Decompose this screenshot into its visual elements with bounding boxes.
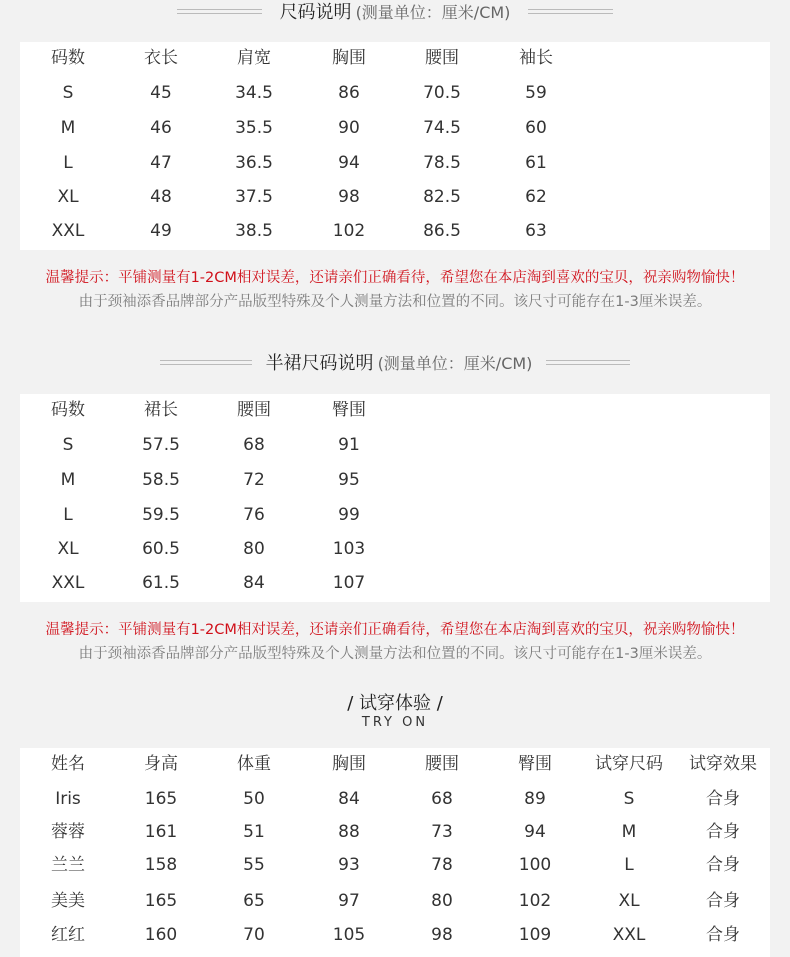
table-cell: 47 — [150, 153, 172, 173]
table-cell: 99 — [338, 505, 360, 525]
table-cell: 60 — [525, 118, 547, 138]
table-row — [20, 568, 770, 598]
table-cell: L — [624, 855, 634, 875]
table-cell: 80 — [431, 891, 453, 911]
table-cell: 合身 — [706, 891, 740, 911]
table-cell: 86.5 — [423, 221, 461, 241]
table-cell: 59 — [525, 83, 547, 103]
table-cell: 100 — [518, 855, 552, 875]
table-cell: 89 — [524, 789, 546, 809]
table-cell: 97 — [338, 891, 360, 911]
table-cell: XXL — [612, 925, 646, 945]
column-header: 裙长 — [144, 400, 178, 420]
table-cell: 61.5 — [142, 573, 180, 593]
skirt-chart-title: 半裙尺码说明 — [265, 353, 374, 374]
table-cell: 86 — [338, 83, 360, 103]
table-row — [20, 500, 770, 530]
table-cell: 68 — [243, 435, 265, 455]
table-cell: XL — [57, 539, 79, 559]
table-row — [20, 534, 770, 564]
table-cell: 103 — [332, 539, 366, 559]
title-divider-left — [160, 360, 252, 365]
column-header: 臀围 — [518, 754, 552, 774]
size-chart-unit: (测量单位：厘米/CM) — [355, 2, 511, 22]
table-cell: 45 — [150, 83, 172, 103]
skirt-chart-heading — [0, 350, 790, 374]
table-cell: 62 — [525, 187, 547, 207]
title-divider-left — [177, 9, 262, 14]
table-cell: 80 — [243, 539, 265, 559]
table-cell: 49 — [150, 221, 172, 241]
size-chart-notice-red: 温馨提示：平铺测量有1-2CM相对误差，还请亲们正确看待，希望您在本店淘到喜欢的宝贝，祝亲购物愉快！ — [45, 270, 745, 286]
table-cell: 161 — [144, 822, 178, 842]
try-on-subtitle: TRY ON — [361, 715, 429, 730]
column-header: 码数 — [51, 400, 85, 420]
table-cell: 61 — [525, 153, 547, 173]
size-chart-heading — [0, 0, 790, 22]
size-chart-table — [20, 42, 770, 250]
title-divider-right — [528, 9, 613, 14]
column-header: 袖长 — [519, 48, 553, 68]
table-row — [20, 182, 770, 212]
column-header: 腰围 — [425, 48, 459, 68]
column-header: 试穿尺码 — [595, 754, 663, 774]
table-cell: 蓉蓉 — [51, 822, 85, 842]
table-cell: 合身 — [706, 789, 740, 809]
table-cell: 37.5 — [235, 187, 273, 207]
table-cell: 70.5 — [423, 83, 461, 103]
table-cell: Iris — [55, 789, 81, 809]
table-cell: 94 — [524, 822, 546, 842]
table-cell: 102 — [518, 891, 552, 911]
skirt-chart-notice-gray: 由于颈袖添香品牌部分产品版型特殊及个人测量方法和位置的不同。该尺寸可能存在1-3厘米误差。 — [78, 646, 712, 662]
size-chart-title: 尺码说明 — [279, 2, 352, 23]
table-cell: 51 — [243, 822, 265, 842]
table-cell: 165 — [144, 789, 178, 809]
table-row — [20, 78, 770, 108]
column-header: 胸围 — [332, 754, 366, 774]
size-chart-notice-gray: 由于颈袖添香品牌部分产品版型特殊及个人测量方法和位置的不同。该尺寸可能存在1-3厘米误差。 — [78, 294, 712, 310]
table-cell: 72 — [243, 470, 265, 490]
table-row — [20, 850, 770, 880]
table-cell: L — [63, 505, 73, 525]
table-cell: S — [623, 789, 635, 809]
table-cell: 55 — [243, 855, 265, 875]
table-cell: 50 — [243, 789, 265, 809]
table-row — [20, 148, 770, 178]
table-cell: 84 — [243, 573, 265, 593]
table-row — [20, 430, 770, 460]
table-row — [20, 113, 770, 143]
table-row — [20, 886, 770, 916]
table-cell: 合身 — [706, 855, 740, 875]
column-header: 臀围 — [332, 400, 366, 420]
table-cell: 34.5 — [235, 83, 273, 103]
column-header: 体重 — [237, 754, 271, 774]
table-cell: 95 — [338, 470, 360, 490]
table-cell: M — [60, 470, 76, 490]
column-header: 腰围 — [237, 400, 271, 420]
table-cell: 红红 — [51, 925, 85, 945]
table-cell: 兰兰 — [51, 855, 85, 875]
table-cell: M — [621, 822, 637, 842]
table-row — [20, 817, 770, 847]
table-cell: 107 — [332, 573, 366, 593]
table-cell: 158 — [144, 855, 178, 875]
skirt-chart-notice-red: 温馨提示：平铺测量有1-2CM相对误差，还请亲们正确看待，希望您在本店淘到喜欢的宝贝，祝亲购物愉快！ — [45, 622, 745, 638]
column-header: 衣长 — [144, 48, 178, 68]
try-on-table — [20, 748, 770, 957]
try-on-title: / 试穿体验 / — [347, 693, 443, 714]
table-cell: 48 — [150, 187, 172, 207]
table-cell: M — [60, 118, 76, 138]
table-cell: 74.5 — [423, 118, 461, 138]
table-cell: L — [63, 153, 73, 173]
table-cell: 59.5 — [142, 505, 180, 525]
table-cell: 90 — [338, 118, 360, 138]
table-cell: 76 — [243, 505, 265, 525]
table-cell: 35.5 — [235, 118, 273, 138]
table-row — [20, 465, 770, 495]
column-header: 肩宽 — [237, 48, 271, 68]
table-cell: 57.5 — [142, 435, 180, 455]
table-cell: 65 — [243, 891, 265, 911]
table-cell: 105 — [332, 925, 366, 945]
table-cell: 合身 — [706, 822, 740, 842]
table-cell: 68 — [431, 789, 453, 809]
column-header: 腰围 — [425, 754, 459, 774]
table-cell: XXL — [51, 573, 85, 593]
try-on-heading — [0, 693, 790, 731]
table-cell: 98 — [431, 925, 453, 945]
column-header: 姓名 — [51, 754, 85, 774]
column-header: 身高 — [144, 754, 178, 774]
table-cell: 60.5 — [142, 539, 180, 559]
table-cell: XL — [618, 891, 640, 911]
table-cell: 78 — [431, 855, 453, 875]
table-cell: 73 — [431, 822, 453, 842]
table-header-row — [20, 43, 770, 73]
table-cell: 63 — [525, 221, 547, 241]
table-cell: 合身 — [706, 925, 740, 945]
table-cell: 46 — [150, 118, 172, 138]
table-row — [20, 216, 770, 246]
table-cell: 102 — [332, 221, 366, 241]
skirt-chart-table — [20, 394, 770, 602]
table-cell: 88 — [338, 822, 360, 842]
table-cell: 94 — [338, 153, 360, 173]
table-cell: 165 — [144, 891, 178, 911]
column-header: 码数 — [51, 48, 85, 68]
table-cell: 58.5 — [142, 470, 180, 490]
table-row — [20, 784, 770, 814]
table-cell: 美美 — [51, 891, 85, 911]
skirt-chart-unit: (测量单位：厘米/CM) — [377, 353, 533, 373]
column-header: 试穿效果 — [689, 754, 757, 774]
table-header-row — [20, 395, 770, 425]
table-cell: 82.5 — [423, 187, 461, 207]
table-cell: 91 — [338, 435, 360, 455]
table-cell: 36.5 — [235, 153, 273, 173]
title-divider-right — [546, 360, 630, 365]
table-cell: 84 — [338, 789, 360, 809]
table-cell: 160 — [144, 925, 178, 945]
table-row — [20, 920, 770, 950]
table-cell: S — [62, 435, 74, 455]
table-cell: S — [62, 83, 74, 103]
table-cell: XL — [57, 187, 79, 207]
table-cell: 109 — [518, 925, 552, 945]
table-cell: 38.5 — [235, 221, 273, 241]
column-header: 胸围 — [332, 48, 366, 68]
table-cell: 70 — [243, 925, 265, 945]
table-header-row — [20, 749, 770, 779]
table-cell: XXL — [51, 221, 85, 241]
table-cell: 93 — [338, 855, 360, 875]
table-cell: 98 — [338, 187, 360, 207]
table-cell: 78.5 — [423, 153, 461, 173]
